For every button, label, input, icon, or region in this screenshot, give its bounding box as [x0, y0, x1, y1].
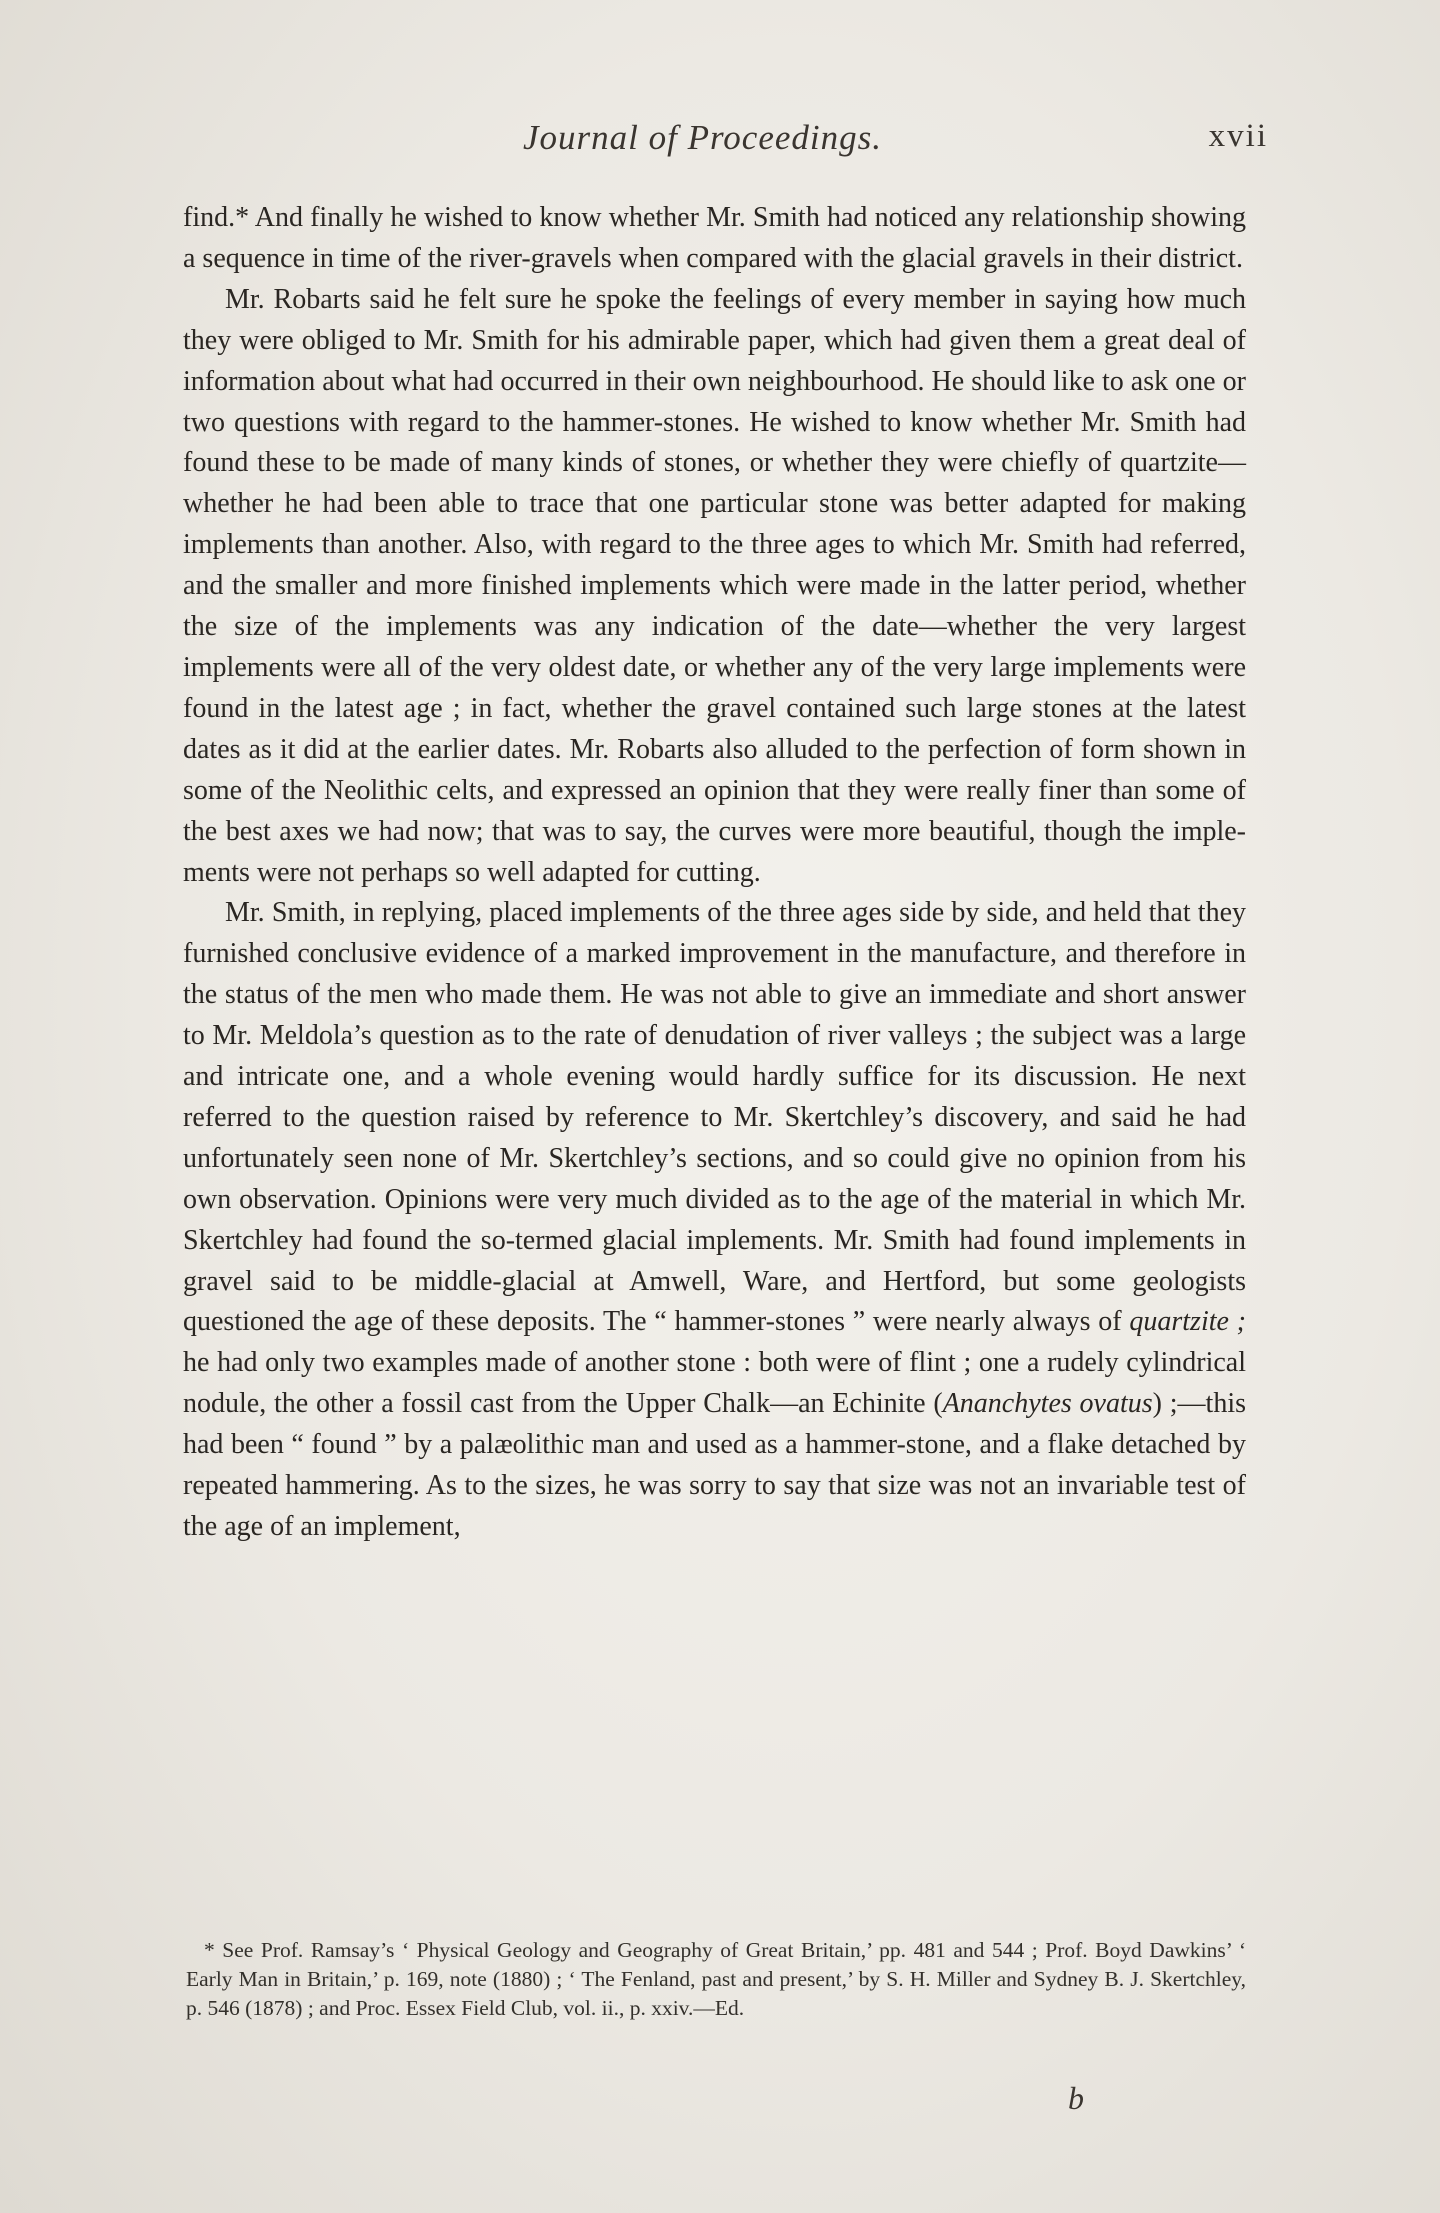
paragraph-1: find.* And finally he wished to know whether Mr. Smith had noticed any relationship showing a sequence in time of the river-gravels when compared with the glacial gravels in their district.: [183, 202, 1246, 274]
paragraph-3: [183, 893, 1246, 1548]
quartzite-term: quartzite ;: [1129, 1306, 1247, 1338]
paragraph-3-part-2: he had only two examples made of another stone : both were of flint ; one a rudely cylindrical nodule, the other a fossil cast from the Upper Chalk—an Echinite (: [183, 1347, 1246, 1420]
footnote-marker: *: [204, 1938, 215, 1962]
signature-mark: b: [1068, 2080, 1084, 2116]
paragraph-3-part-1: Mr. Smith, in replying, placed implements of the three ages side by side, and held that they furnished conclusive evidence of a marked improvement in the manufacture, and therefore in the status of the men who made them. He was not able to give an immediate and short answer to Mr. Meldola’s question as to the rate of denudation of river valleys ; the subject was a large and intricate one, and a whole evening would hardly suffice for its discussion. He next referred to the question raised by reference to Mr. Skertchley’s discovery, and said he had unfortunately seen none of Mr. Skertchley’s sections, and so could give no opinion from his own observation. Opinions were very much divided as to the age of the material in which Mr. Skertchley had found the so-termed glacial implements. Mr. Smith had found implements in gravel said to be middle-glacial at Amwell, Ware, and Hertford, but some geologists questioned the age of these deposits. The “ hammer-stones ” were nearly always of: [183, 897, 1246, 1338]
page-number: xvii: [1208, 118, 1268, 154]
running-title: Journal of Proceedings.: [523, 118, 883, 157]
paragraph-2: Mr. Robarts said he felt sure he spoke the feelings of every member in saying how much they were obliged to Mr. Smith for his admirable paper, which had given them a great deal of information about what had occurred in their own neighbourhood. He should like to ask one or two questions with regard to the hammer-stones. He wished to know whether Mr. Smith had found these to be made of many kinds of stones, or whether they were chiefly of quartzite—whether he had been able to trace that one particular stone was better adapted for making implements than another. Also, with regard to the three ages to which Mr. Smith had referred, and the smaller and more finished implements which were made in the latter period, whether the size of the implements was any indication of the date—whether the very largest implements were all of the very oldest date, or whether any of the very large implements were found in the latest age ; in fact, whether the gravel contained such large stones at the latest dates as it did at the earlier dates. Mr. Robarts also alluded to the perfection of form shown in some of the Neolithic celts, and expressed an opinion that they were really finer than some of the best axes we had now; that was to say, the curves were more beautiful, though the imple-ments were not perhaps so well adapted for cutting.: [183, 283, 1246, 888]
paragraph-3-part-3: ) ;—this had been “ found ” by a palæolithic man and used as a hammer-stone, and a flake detached by repeated hammering. As to the sizes, he was sorry to say that size was not an invariable test of the age of an implement,: [183, 1388, 1246, 1542]
running-header: [183, 118, 1268, 168]
footnote-1: [186, 1936, 1246, 2023]
footnotes: [186, 1936, 1246, 2023]
species-name: Ananchytes ovatus: [942, 1388, 1153, 1420]
main-text: [183, 198, 1246, 1548]
footnote-text: See Prof. Ramsay’s ‘ Physical Geology and Geography of Great Britain,’ pp. 481 and 544 ; Prof. Boyd Dawkins’ ‘ Early Man in Britain,’ p. 169, note (1880) ; ‘ The Fenland, past and present,’ by S. H. Miller and Sydney B. J. Skertchley, p. 546 (1878) ; and Proc. Essex Field Club, vol. ii., p. xxiv.—Ed.: [186, 1938, 1247, 2020]
